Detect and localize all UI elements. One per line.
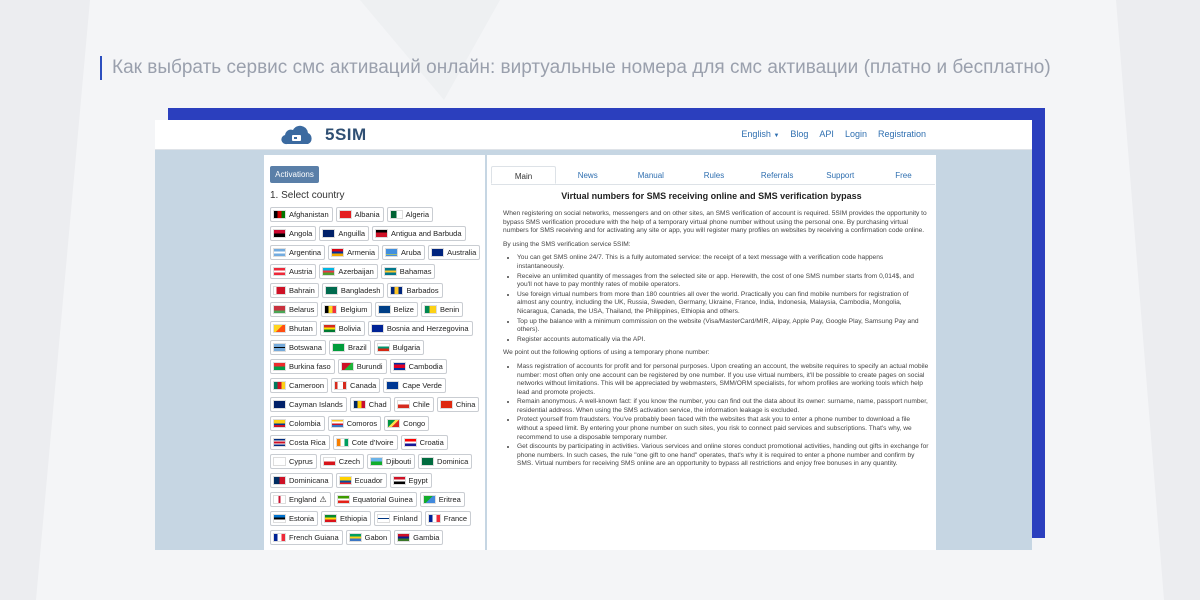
flag-icon	[273, 533, 286, 542]
country-label: Dominica	[437, 457, 469, 466]
country-item[interactable]	[331, 378, 380, 393]
country-item[interactable]	[390, 359, 447, 374]
country-label: Ethiopia	[340, 514, 368, 523]
country-sidebar	[264, 155, 485, 550]
list-item: • Remain anonymous. A well-known fact: if you know the number, you can find out the data about its owner: surname, name, passport number, residential address. When using the SMS activation service, the information leakage is excluded.	[517, 398, 929, 415]
country-item[interactable]	[321, 302, 371, 317]
country-label: France	[443, 514, 468, 523]
country-label: England	[289, 495, 317, 504]
brand-name: 5SIM	[325, 125, 367, 144]
country-item[interactable]	[387, 207, 433, 222]
country-label: Egypt	[408, 476, 428, 485]
country-label: Brazil	[347, 343, 367, 352]
country-item[interactable]	[329, 340, 371, 355]
flag-icon	[393, 476, 406, 485]
country-label: Gabon	[364, 533, 388, 542]
country-item[interactable]	[420, 492, 465, 507]
content-title: Virtual numbers for SMS receiving online and SMS verification bypass	[561, 191, 862, 201]
country-item[interactable]	[270, 378, 328, 393]
flag-icon	[387, 419, 400, 428]
country-item[interactable]	[384, 416, 429, 431]
country-item[interactable]	[375, 302, 418, 317]
flag-icon	[273, 248, 286, 257]
country-item[interactable]	[338, 359, 387, 374]
country-label: Finland	[393, 514, 418, 523]
flag-icon	[390, 286, 403, 295]
tab-support[interactable]: Support	[826, 171, 855, 180]
flag-icon	[273, 343, 286, 352]
country-label: Belgium	[340, 305, 368, 314]
country-label: Chile	[412, 400, 430, 409]
country-label: Belize	[393, 305, 414, 314]
warning-icon: ⚠	[319, 495, 327, 504]
nav-api[interactable]: API	[819, 129, 834, 139]
flag-icon	[349, 533, 362, 542]
country-label: Barbados	[406, 286, 439, 295]
country-label: Burundi	[356, 362, 383, 371]
country-item[interactable]	[381, 264, 436, 279]
country-label: French Guiana	[289, 533, 339, 542]
flag-icon	[331, 419, 344, 428]
country-item[interactable]	[270, 435, 330, 450]
country-item[interactable]	[374, 511, 422, 526]
flag-icon	[273, 457, 286, 466]
country-label: Bulgaria	[392, 343, 421, 352]
country-item[interactable]	[367, 454, 415, 469]
country-label: Cayman Islands	[289, 400, 343, 409]
country-label: Antigua and Barbuda	[391, 229, 462, 238]
tab-main[interactable]: Main	[491, 166, 556, 184]
country-label: Argentina	[289, 248, 322, 257]
country-item[interactable]	[322, 283, 385, 298]
country-item[interactable]	[394, 397, 434, 412]
country-item[interactable]	[428, 245, 480, 260]
country-label: Cote d'Ivoire	[351, 438, 394, 447]
flag-icon	[386, 381, 399, 390]
flag-icon	[322, 229, 335, 238]
flag-icon	[273, 419, 286, 428]
content-body	[503, 210, 929, 474]
country-item[interactable]	[346, 530, 392, 545]
flag-icon	[273, 362, 286, 371]
flag-icon	[393, 362, 406, 371]
country-label: Bhutan	[289, 324, 313, 333]
flag-icon	[334, 381, 347, 390]
country-item[interactable]	[270, 302, 318, 317]
flag-icon	[385, 248, 398, 257]
flag-icon	[339, 210, 352, 219]
country-item[interactable]	[382, 245, 425, 260]
select-country-label: 1. Select country	[270, 190, 345, 201]
country-item[interactable]	[334, 492, 417, 507]
country-label: Albania	[354, 210, 380, 219]
flag-icon	[273, 305, 286, 314]
country-label: Bangladesh	[340, 286, 381, 295]
country-label: Cameroon	[289, 381, 325, 390]
country-label: Burkina faso	[289, 362, 331, 371]
lead-paragraph: We point out the following options of using a temporary phone number:	[503, 349, 710, 357]
country-label: Canada	[350, 381, 377, 390]
country-label: Chad	[368, 400, 387, 409]
country-label: Comoros	[346, 419, 378, 428]
country-label: Bahrain	[289, 286, 315, 295]
caret-down-icon: ▼	[773, 133, 780, 139]
flag-icon	[337, 495, 350, 504]
background-shape	[1080, 0, 1200, 600]
country-item[interactable]	[374, 340, 425, 355]
country-label: Algeria	[405, 210, 430, 219]
flag-icon	[273, 514, 286, 523]
language-select[interactable]: English ▼	[741, 129, 780, 139]
flag-icon	[440, 400, 453, 409]
country-label: Anguilla	[338, 229, 366, 238]
country-label: Equatorial Guinea	[352, 495, 413, 504]
list-item: • Mass registration of accounts for profit and for personal purposes. Upon creating an account, the website requires to specify an actual mobile number: most often only one account can be registered by one number. If you use virtual numbers, it'll be possible to create pages on social networks without limitations. This will be appreciated by webmasters, SMM/ORM specialists, for whom profiles are working tools which help lead and promote projects.	[517, 363, 929, 397]
country-item[interactable]	[350, 397, 391, 412]
country-item[interactable]	[328, 245, 379, 260]
page-title: Как выбрать сервис смс активаций онлайн: виртуальные номера для смс активации (платно и бесплатно)	[100, 56, 1051, 80]
country-label: Ecuador	[354, 476, 383, 485]
country-item[interactable]	[328, 416, 381, 431]
flag-icon	[423, 495, 436, 504]
country-item[interactable]	[270, 321, 317, 336]
country-label: Afghanistan	[289, 210, 329, 219]
tab-news[interactable]: News	[577, 171, 598, 180]
flag-icon	[332, 343, 345, 352]
background-shape	[0, 0, 90, 600]
top-nav	[741, 129, 926, 139]
country-item[interactable]	[270, 283, 319, 298]
country-label: Estonia	[289, 514, 315, 523]
country-item[interactable]	[270, 397, 347, 412]
country-label: Belarus	[289, 305, 315, 314]
country-label: Bolivia	[338, 324, 361, 333]
flag-icon	[273, 210, 286, 219]
list-item: • You can get SMS online 24/7. This is a fully automated service: the receipt of a text message with a verification code happens instantaneously.	[517, 254, 929, 271]
flag-icon	[273, 495, 286, 504]
flag-icon	[323, 457, 336, 466]
flag-icon	[428, 514, 441, 523]
country-item[interactable]	[387, 283, 442, 298]
country-item[interactable]	[319, 264, 377, 279]
flag-icon	[421, 457, 434, 466]
country-label: Croatia	[419, 438, 444, 447]
tab-bar	[491, 166, 935, 185]
country-label: Cape Verde	[402, 381, 442, 390]
flag-icon	[341, 362, 354, 371]
benefits-list	[517, 254, 929, 344]
country-label: Costa Rica	[289, 438, 326, 447]
country-label: Congo	[403, 419, 426, 428]
site-header	[155, 120, 1032, 150]
activations-button[interactable]: Activations	[270, 166, 319, 183]
flag-icon	[273, 286, 286, 295]
flag-icon	[273, 229, 286, 238]
flag-icon	[370, 457, 383, 466]
country-label: Eritrea	[438, 495, 461, 504]
flag-icon	[339, 476, 352, 485]
flag-icon	[273, 267, 286, 276]
country-item[interactable]	[336, 207, 384, 222]
list-item: • Register accounts automatically via the API.	[517, 336, 929, 345]
tab-rules[interactable]: Rules	[703, 171, 725, 180]
country-label: China	[455, 400, 476, 409]
flag-icon	[273, 381, 286, 390]
list-item: • Receive an unlimited quantity of messages from the selected site or app. Herewith, the cost of one SMS number starts from 0,014$, and you'll not have to pay monthly rates of mobile operators.	[517, 273, 929, 290]
list-item: • Use foreign virtual numbers from more than 180 countries all over the world. Practically you can find mobile numbers for registration of almost any country, including the UK, Russia, Sweden, Germany, Ukraine, France, India, Indonesia, Malaysia, Cambodia, Mongolia, Nicaragua, Canada, the USA, Thailand, the Philippines, Ethiopia and others.	[517, 291, 929, 317]
country-item[interactable]	[270, 340, 326, 355]
country-item[interactable]	[270, 264, 316, 279]
country-label: Azerbaijan	[338, 267, 374, 276]
country-label: Angola	[289, 229, 313, 238]
country-item[interactable]	[320, 321, 365, 336]
country-label: Austria	[289, 267, 313, 276]
country-label: Aruba	[401, 248, 422, 257]
country-label: Australia	[447, 248, 477, 257]
country-item[interactable]	[321, 511, 371, 526]
website-screenshot	[155, 120, 1032, 550]
country-item[interactable]	[418, 454, 472, 469]
country-item[interactable]	[421, 302, 463, 317]
flag-icon	[324, 514, 337, 523]
flag-icon	[397, 400, 410, 409]
country-item[interactable]	[383, 378, 446, 393]
flag-icon	[273, 476, 286, 485]
nav-blog[interactable]: Blog	[790, 129, 809, 139]
country-label: Cyprus	[289, 457, 313, 466]
list-item: • Protect yourself from fraudsters. You've probably been faced with the websites that ask you to enter a phone number to download a file without a speed limit. By entering your phone number on such sites, you risk to connect paid services and subscriptions. That's why, we recommend to use a disposable temporary number.	[517, 416, 929, 442]
country-item[interactable]	[390, 473, 432, 488]
country-item[interactable]	[270, 511, 318, 526]
tab-referrals[interactable]: Referrals	[760, 171, 794, 180]
country-item[interactable]	[333, 435, 398, 450]
country-item[interactable]	[372, 226, 465, 241]
country-item[interactable]	[368, 321, 473, 336]
flag-icon	[431, 248, 444, 257]
flag-icon	[324, 305, 337, 314]
flag-icon	[377, 514, 390, 523]
nav-login[interactable]: Login	[844, 129, 867, 139]
tab-free[interactable]: Free	[895, 171, 912, 180]
country-label: Cambodia	[408, 362, 443, 371]
flag-icon	[353, 400, 366, 409]
flag-icon	[323, 324, 336, 333]
country-item[interactable]	[425, 511, 471, 526]
flag-icon	[404, 438, 417, 447]
flag-icon	[375, 229, 388, 238]
flag-icon	[390, 210, 403, 219]
intro-paragraph: When registering on social networks, messengers and on other sites, an SMS verification of account is required. 5SIM provides the opportunity to bypass SMS verification procedure with the help of a temporary virtual phone number without using the personal one. By purchasing virtual numbers for SMS receiving and for activating any site or app, you will register many profiles on websites by receiving a confirmation code online.	[503, 210, 927, 235]
country-item[interactable]	[270, 207, 333, 222]
country-list	[270, 207, 482, 545]
flag-icon	[397, 533, 410, 542]
flag-icon	[322, 267, 335, 276]
country-item[interactable]	[320, 454, 364, 469]
country-item[interactable]	[270, 359, 335, 374]
flag-icon	[424, 305, 437, 314]
country-label: Botswana	[289, 343, 322, 352]
lead-paragraph: By using the SMS verification service 5SIM:	[503, 240, 631, 248]
options-list	[517, 363, 929, 469]
country-label: Armenia	[347, 248, 376, 257]
cloud-sim-icon	[279, 125, 315, 145]
country-label: Bahamas	[399, 267, 432, 276]
country-label: Djibouti	[386, 457, 412, 466]
country-item[interactable]	[270, 416, 325, 431]
main-panel	[487, 155, 936, 550]
flag-icon	[378, 305, 391, 314]
tab-manual[interactable]: Manual	[637, 171, 664, 180]
background-shape	[360, 0, 500, 100]
country-item[interactable]	[336, 473, 387, 488]
flag-icon	[371, 324, 384, 333]
country-item[interactable]	[437, 397, 480, 412]
flag-icon	[273, 324, 286, 333]
country-item[interactable]	[270, 454, 317, 469]
country-item[interactable]	[270, 492, 331, 507]
flag-icon	[325, 286, 338, 295]
list-item: • Get discounts by participating in activities. Various services and online stores conduct promotional activities, handing out gifts in exchange for phone numbers. In such cases, the rule "one gift to one hand" operates, that's why it is required to enter a phone number and confirm by SMS. Virtual numbers for receiving SMS online are an opportunity to bypass all restrictions and enjoy free bonuses in any quantity.	[517, 443, 929, 469]
flag-icon	[273, 400, 286, 409]
flag-icon	[336, 438, 349, 447]
flag-icon	[377, 343, 390, 352]
country-label: Dominicana	[289, 476, 329, 485]
country-item[interactable]	[270, 530, 343, 545]
country-item[interactable]	[394, 530, 443, 545]
nav-registration[interactable]: Registration	[877, 129, 926, 139]
country-item[interactable]	[270, 245, 325, 260]
country-label: Czech	[338, 457, 361, 466]
country-item[interactable]	[319, 226, 369, 241]
country-item[interactable]	[401, 435, 448, 450]
country-label: Bosnia and Herzegovina	[386, 324, 469, 333]
site-logo[interactable]	[279, 125, 367, 145]
flag-icon	[273, 438, 286, 447]
country-label: Colombia	[289, 419, 321, 428]
country-label: Benin	[439, 305, 460, 314]
country-item[interactable]	[270, 226, 316, 241]
country-item[interactable]	[270, 473, 333, 488]
flag-icon	[331, 248, 344, 257]
list-item: • Top up the balance with a minimum commission on the website (Visa/MasterCard/MIR, Alipay, Apple Pay, Google Play, Samsung Pay and others).	[517, 318, 929, 335]
flag-icon	[384, 267, 397, 276]
country-label: Gambia	[413, 533, 440, 542]
